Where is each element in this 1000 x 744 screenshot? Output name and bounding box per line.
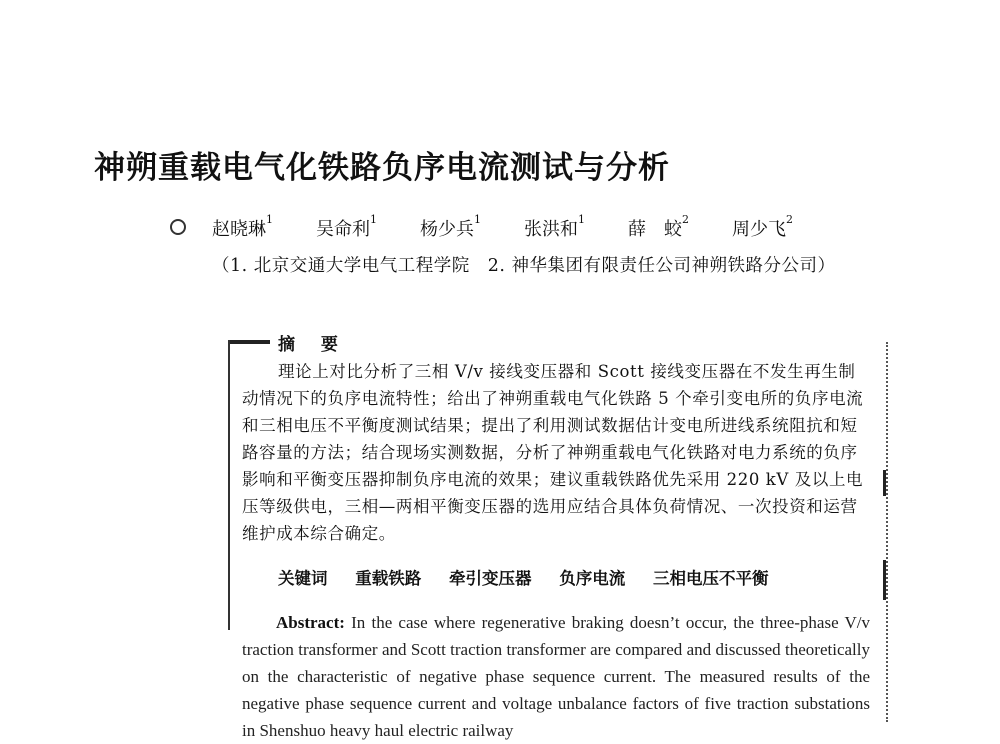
author-1: 赵晓琳$^1$ [212,213,273,240]
abstract-text: 理论上对比分析了三相 V/v 接线变压器和 Scott 接线变压器在不发生再生制动情况下的负序电流特性；给出了神朔重载电气化铁路 5 个牵引变电所的负序电流和三相电压不平衡度测试结果；提出了利用测试数据估计变电所进线系统阻抗和短路容量的方法；结合现场实测数据，分析了神朔重载电气化铁路对电力系统的负序影响和平衡变压器抑制负序电流的效果；建议重载铁路优先采用 220 kV 及以上电压等级供电，三相—两相平衡变压器的选用应结合具体负荷情况、一次投资和运营维护成本综合确定。 [242,362,864,543]
keyword-item: 负序电流 [559,569,626,588]
keyword-item: 三相电压不平衡 [653,569,769,588]
abstract-frame-top [228,340,270,344]
affiliation: （1. 北京交通大学电气工程学院 2. 神华集团有限责任公司神朔铁路分公司） [212,256,836,276]
author-5: 薛 蛟$^2$ [628,213,689,240]
abstract-frame-left [228,340,230,630]
abstract-frame-right [884,342,888,722]
keyword-item: 重载铁路 [355,569,422,588]
margin-mark [883,470,886,496]
abstract-heading: 摘 要 [278,335,348,355]
english-abstract-label: Abstract: [276,613,345,632]
bullet-circle-icon [170,219,186,235]
author-6: 周少飞$^2$ [732,213,793,240]
english-abstract: Abstract: In the case where regenerative braking doesn’t occur, the three-phase V/v traction transformer and Scott traction transformer are compared and discussed theoretically on the characteristic of negative phase sequence current. The measured results of the negative phase sequence current and voltage unbalance factors of five traction substations in Shenshuo heavy haul electric railway [242,613,871,740]
author-4: 张洪和$^1$ [524,213,585,240]
author-line [170,215,930,241]
author-3: 杨少兵$^1$ [420,213,481,240]
margin-mark [883,560,886,600]
paper-title: 神朔重载电气化铁路负序电流测试与分析 [94,150,670,186]
author-2: 吴命利$^1$ [316,213,377,240]
keywords-line [278,565,791,589]
keyword-item: 牵引变压器 [449,569,532,588]
keywords-label: 关键词 [278,569,328,588]
